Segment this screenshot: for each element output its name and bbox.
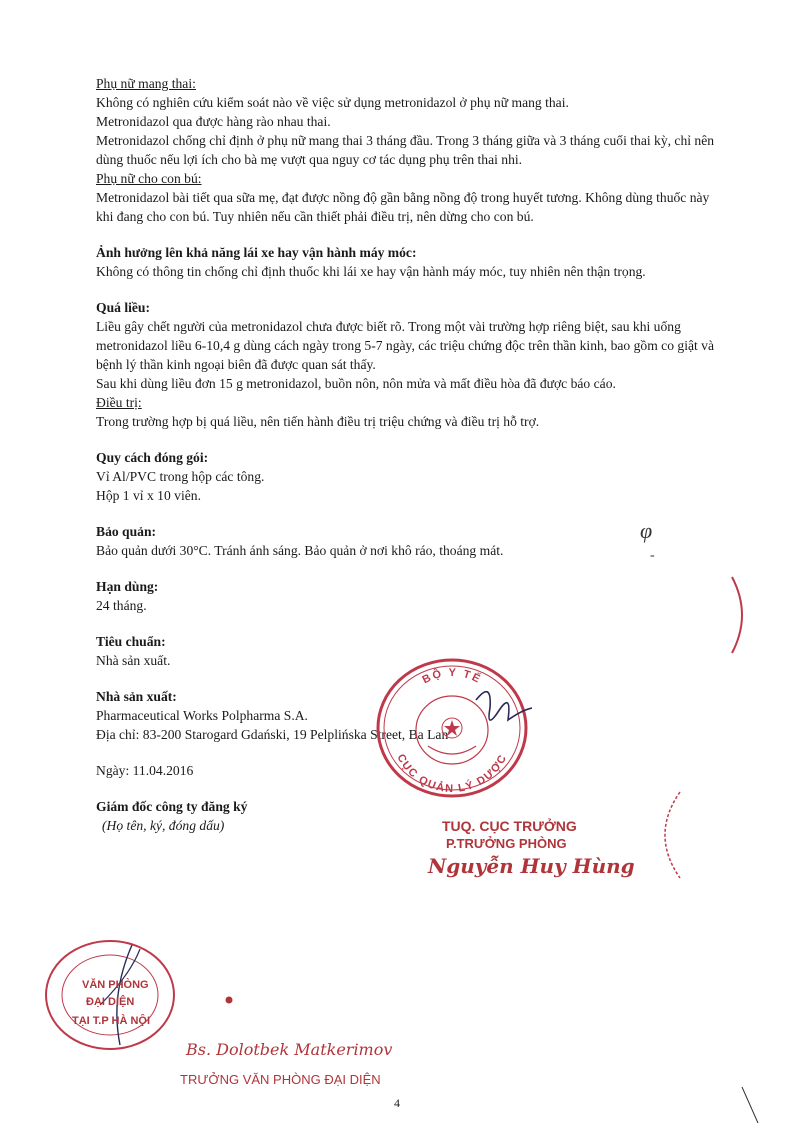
paragraph: Hộp 1 vỉ x 10 viên. xyxy=(96,488,201,503)
page-number: 4 xyxy=(394,1096,400,1110)
section-title-manufacturer: Nhà sản xuất: xyxy=(96,689,177,704)
ministry-stamp-bottom-text: CỤC QUẢN LÝ DƯỢC xyxy=(394,752,510,796)
paragraph: Không có thông tin chống chỉ định thuốc khi lái xe hay vận hành máy móc, tuy nhiên nên thận trọng. xyxy=(96,264,646,279)
edge-stamp-fragment xyxy=(722,575,752,655)
paragraph: Liều gây chết người của metronidazol chưa được biết rõ. Trong một vài trường hợp riêng biệt, sau khi uống metronidazol liều 6-10,4 g dùng cách ngày trong 5-7 ngày, các triệu chứng độc trên thần kinh, bao gồm co giật và bệnh lý thần kinh ngoại biên đã được quan sát thấy. xyxy=(96,319,715,372)
paragraph: Bảo quản dưới 30°C. Tránh ánh sáng. Bảo quản ở nơi khô ráo, thoáng mát. xyxy=(96,543,504,558)
section-title-overdose: Quá liều: xyxy=(96,300,151,315)
paragraph: Metronidazol bài tiết qua sữa mẹ, đạt được nồng độ gần bằng nồng độ trong huyết tương. Không dùng thuốc này khi đang cho con bú. Tuy nhiên nếu cần thiết phải điều trị, nên dừng cho con bú. xyxy=(96,190,710,224)
paragraph: Metronidazol chống chỉ định ở phụ nữ mang thai 3 tháng đầu. Trong 3 tháng giữa và 3 tháng cuối thai kỳ, chỉ nên dùng thuốc nếu lợi ích cho bà mẹ vượt qua nguy cơ tác dụng phụ trên thai nhi. xyxy=(96,133,715,167)
office-stamp-line-2: ĐẠI DIỆN xyxy=(86,996,135,1008)
section-title-pregnancy: Phụ nữ mang thai: xyxy=(96,76,196,91)
paragraph: Nhà sản xuất. xyxy=(96,653,171,668)
document-date: Ngày: 11.04.2016 xyxy=(96,763,194,778)
section-title-shelf-life: Hạn dùng: xyxy=(96,579,159,594)
section-title-driving: Ảnh hưởng lên khả năng lái xe hay vận hành máy móc: xyxy=(96,245,417,260)
office-stamp-line-3: TẠI T.P HÀ NỘI xyxy=(72,1015,151,1027)
initial-mark: φ xyxy=(640,518,653,543)
paragraph: Sau khi dùng liều đơn 15 g metronidazol, buồn nôn, nôn mửa và mất điều hòa đã được báo cáo. xyxy=(96,376,616,391)
section-title-breastfeeding: Phụ nữ cho con bú: xyxy=(96,171,202,186)
edge-stamp-fragment-2 xyxy=(650,790,690,880)
paragraph: Metronidazol qua được hàng rào nhau thai. xyxy=(96,114,331,129)
signer-title: Giám đốc công ty đăng ký xyxy=(96,799,248,814)
paragraph: Pharmaceutical Works Polpharma S.A. xyxy=(96,708,308,723)
office-caption: TRƯỞNG VĂN PHÒNG ĐẠI DIỆN xyxy=(180,1072,381,1087)
ministry-line-2: P.TRƯỞNG PHÒNG xyxy=(446,836,567,851)
paragraph: Địa chỉ: 83-200 Starogard Gdański, 19 Pelplińska Street, Ba Lan xyxy=(96,727,449,742)
section-title-packaging: Quy cách đóng gói: xyxy=(96,450,209,465)
office-signature-name: Bs. Dolotbek Matkerimov xyxy=(186,1040,393,1059)
corner-mark xyxy=(740,1085,760,1125)
signer-note: (Họ tên, ký, đóng dấu) xyxy=(102,818,225,833)
paragraph: 24 tháng. xyxy=(96,598,147,613)
ministry-stamp-top-text: BỘ Y TẾ xyxy=(420,666,484,687)
ministry-signature-name: Nguyễn Huy Hùng xyxy=(428,854,635,878)
svg-text:CỤC QUẢN LÝ DƯỢC xyxy=(394,752,509,795)
section-title-treatment: Điều trị: xyxy=(96,395,142,410)
section-title-storage: Bảo quản: xyxy=(96,524,157,539)
ministry-stamp xyxy=(372,650,532,800)
office-stamp-line-1: VĂN PHÒNG xyxy=(82,979,149,991)
section-title-standard: Tiêu chuẩn: xyxy=(96,634,166,649)
paragraph: Không có nghiên cứu kiểm soát nào về việc sử dụng metronidazol ở phụ nữ mang thai. xyxy=(96,95,569,110)
office-stamp xyxy=(40,935,180,1055)
ministry-line-1: TUQ. CỤC TRƯỞNG xyxy=(442,818,577,834)
red-dot xyxy=(224,995,234,1005)
paragraph: Vỉ Al/PVC trong hộp các tông. xyxy=(96,469,265,484)
paragraph: Trong trường hợp bị quá liều, nên tiến hành điều trị triệu chứng và điều trị hỗ trợ. xyxy=(96,414,540,429)
dash-mark: - xyxy=(650,548,655,563)
